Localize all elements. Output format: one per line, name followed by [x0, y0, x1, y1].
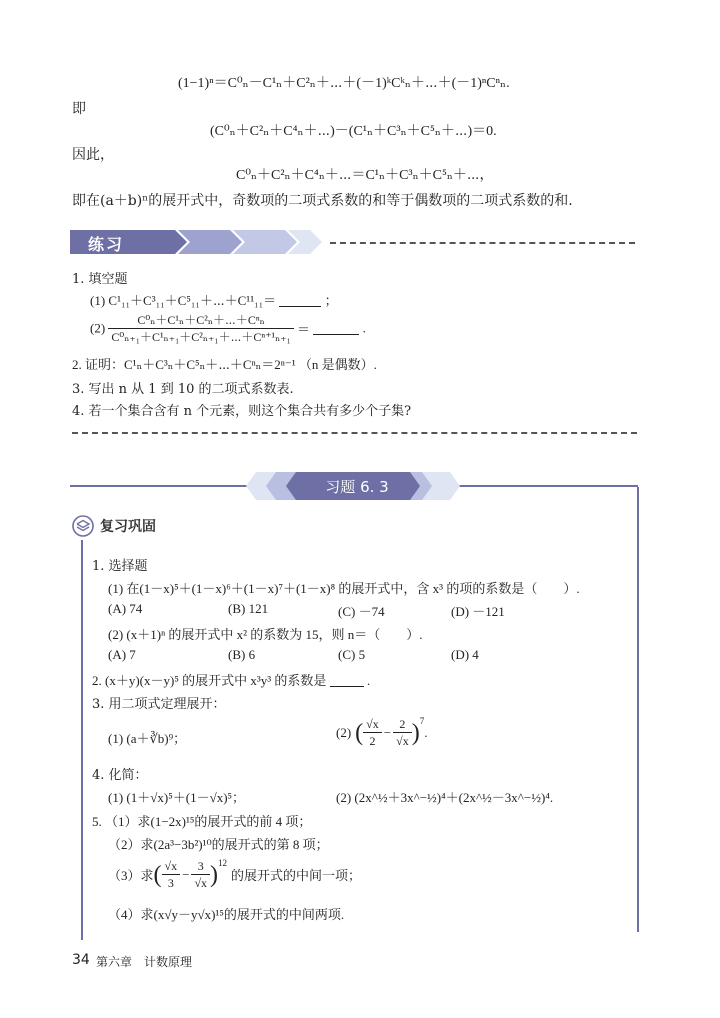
fraction — [162, 858, 181, 891]
practice-q1-title: 1. 填空题 — [72, 272, 128, 287]
fraction-numerator: 2 — [393, 716, 412, 733]
ex-q1-1-option-a: (A) 74 — [108, 601, 143, 616]
ex-q1-1-option-b: (B) 121 — [228, 601, 269, 616]
ex-q1-2-option-d: (D) 4 — [451, 647, 479, 662]
period: . — [424, 724, 428, 740]
ex-q2-text: 2. (x＋y)(x－y)⁵ 的展开式中 x³y³ 的系数是 — [92, 673, 327, 688]
practice-q1-2-label: (2) — [90, 320, 106, 336]
fraction-denominator: √x — [396, 734, 409, 748]
practice-title: 练习 — [88, 235, 125, 254]
exponent: 7 — [419, 716, 425, 726]
ex-q3-2-label: (2) — [336, 724, 352, 740]
ex-q2-end: . — [366, 673, 371, 688]
left-paren: ( — [153, 861, 162, 888]
ex-q4-2: (2) (2x^½＋3x^−½)⁴＋(2x^½－3x^−½)⁴. — [336, 790, 554, 805]
ex-q3-1: (1) (a＋∛b)⁹； — [108, 731, 187, 746]
fraction-numerator: √x — [363, 716, 382, 733]
exercises-right-border — [637, 487, 639, 932]
practice-q4: 4. 若一个集合含有 n 个元素，则这个集合共有多少个子集? — [72, 404, 412, 419]
equation-equal-sums: C⁰ₙ＋C²ₙ＋C⁴ₙ＋⋯＝C¹ₙ＋C³ₙ＋C⁵ₙ＋⋯， — [236, 168, 494, 183]
chapter-label: 第六章 计数原理 — [96, 955, 193, 969]
fraction-denominator: 3 — [167, 876, 174, 890]
layers-icon — [72, 515, 94, 537]
ex-q1-2-option-a: (A) 7 — [108, 647, 136, 662]
ex-q5-3 — [108, 858, 361, 891]
answer-blank — [330, 674, 364, 687]
fraction-denominator: √x — [194, 876, 208, 890]
ex-q1-1: (1) 在(1－x)⁵＋(1－x)⁶＋(1－x)⁷＋(1－x)⁸ 的展开式中，含 x³ 的项的系数是（ ）. — [108, 581, 580, 596]
conclusion-text: 即在(a＋b)ⁿ的展开式中，奇数项的二项式系数的和等于偶数项的二项式系数的和. — [72, 193, 573, 209]
word-ji: 即 — [72, 101, 86, 117]
ex-q2 — [92, 670, 370, 689]
fraction — [108, 312, 293, 345]
practice-q2: 2. 证明：C¹ₙ＋C³ₙ＋C⁵ₙ＋⋯＋Cⁿₙ＝2ⁿ⁻¹ （n 是偶数）. — [72, 357, 377, 372]
minus-sign: − — [182, 866, 190, 882]
ex-q3-title: 3. 用二项式定理展开： — [92, 697, 226, 712]
left-paren: ( — [355, 719, 364, 746]
ex-q5-2: （2）求(2a³−3b²)¹⁰的展开式的第 8 项； — [108, 837, 329, 852]
practice-dashed-rule — [330, 242, 635, 244]
ex-q1-2: (2) (x＋1)ⁿ 的展开式中 x² 的系数为 15，则 n＝（ ）. — [108, 627, 423, 642]
fraction-denominator: C⁰ₙ₊₁＋C¹ₙ₊₁＋C²ₙ₊₁＋⋯＋Cⁿ⁺¹ₙ₊₁ — [111, 330, 291, 344]
ex-q1-2-option-c: (C) 5 — [338, 647, 366, 662]
exercises-title: 习题 6. 3 — [325, 478, 389, 496]
ex-q4-title: 4. 化简： — [92, 768, 148, 783]
right-paren: ) — [411, 719, 420, 746]
fraction-denominator: 2 — [369, 734, 376, 748]
practice-q1-1-text: (1) C¹₁₁＋C³₁₁＋C⁵₁₁＋⋯＋C¹¹₁₁＝ — [90, 293, 277, 308]
minus-sign: − — [383, 724, 392, 740]
answer-blank — [313, 322, 359, 335]
word-yinci: 因此， — [72, 147, 114, 163]
section-review-title: 复习巩固 — [100, 519, 156, 535]
practice-q1-1-end: ； — [324, 293, 338, 308]
right-paren: ) — [210, 861, 219, 888]
fraction-numerator: C⁰ₙ＋C¹ₙ＋C²ₙ＋⋯＋Cⁿₙ — [108, 312, 293, 329]
exercises-left-border — [81, 540, 83, 940]
fraction — [191, 858, 210, 891]
ex-q1-1-option-d: (D) －121 — [451, 604, 505, 619]
answer-blank — [279, 294, 321, 307]
ex-q1-title: 1. 选择题 — [92, 559, 148, 574]
practice-q1-1 — [90, 290, 338, 309]
practice-q3: 3. 写出 n 从 1 到 10 的二项式系数表. — [72, 382, 294, 397]
fraction — [393, 716, 412, 749]
ex-q5-4: （4）求(x√y－y√x)¹⁵的展开式的中间两项. — [108, 907, 345, 922]
fraction — [363, 716, 382, 749]
fraction-numerator: 3 — [191, 858, 210, 875]
ex-q4-1: (1) (1＋√x)⁵＋(1－√x)⁵； — [108, 790, 246, 805]
ex-q5-3-end: 的展开式的中间一项； — [231, 868, 362, 883]
practice-bottom-dashed-rule — [72, 432, 637, 434]
equals-sign: ＝ — [297, 322, 311, 337]
page-number: 34 — [72, 952, 90, 968]
practice-q1-2-end: . — [362, 320, 366, 336]
ex-q5-3-label: （3）求 — [108, 868, 154, 883]
exponent: 12 — [218, 858, 228, 868]
equation-difference: (C⁰ₙ＋C²ₙ＋C⁴ₙ＋⋯)－(C¹ₙ＋C³ₙ＋C⁵ₙ＋⋯)＝0. — [210, 124, 497, 139]
practice-q1-2 — [90, 312, 366, 345]
ex-q1-2-option-b: (B) 6 — [228, 647, 256, 662]
ex-q1-1-option-c: (C) －74 — [338, 604, 385, 619]
ex-q5-1: 5. （1）求(1−2x)¹⁵的展开式的前 4 项； — [92, 814, 312, 829]
equation-expansion: (1−1)ⁿ＝C⁰ₙ－C¹ₙ＋C²ₙ＋⋯＋(－1)ᵏCᵏₙ＋⋯＋(－1)ⁿCⁿₙ. — [178, 76, 510, 91]
fraction-numerator: √x — [162, 858, 181, 875]
ex-q3-2 — [336, 716, 427, 749]
